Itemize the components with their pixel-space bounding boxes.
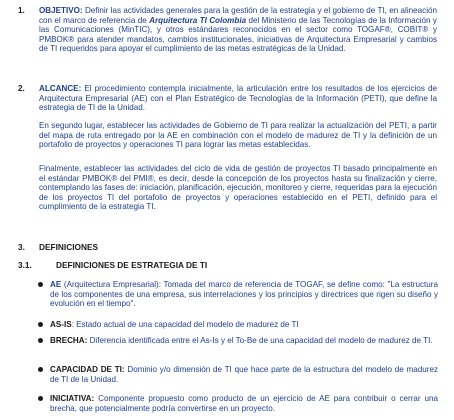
objective-paragraph: OBJETIVO: Definir las actividades generales para la gestión de la estrategia y el gobierno de TI, en alineación con el marco de referencia de Arquitectura TI Colombia del Ministerio de las Tecnologías de la Información y las Comunicaciones (MinTIC), y otros estándares reconocidos en el sector como TOGAF®, COBIT® y PMBOK® para atender mandatos, cambios institucionales, iniciativas de Arquitectura Empresarial y cambios de TI requeridos para apoyar el cumplimiento de las metas estratégicas de la Unidad. [39, 6, 437, 54]
section-number: 2. [18, 84, 25, 93]
bullet-icon [38, 338, 43, 343]
section-number: 3. [18, 242, 25, 252]
definition-item: INICIATIVA: Componente propuesto como producto de un ejercicio de AE para contribuir o cerrar una brecha, que potencialmente podría convertirse en un proyecto. [50, 394, 438, 413]
section-number: 1. [18, 6, 25, 15]
definition-item: AS-IS: Estado actual de una capacidad del modelo de madurez de TI [50, 320, 299, 329]
subsection-number: 3.1. [18, 260, 32, 270]
definition-item: BRECHA: Diferencia identificada entre el As-Is y el To-Be de una capacidad del modelo de madurez de TI. [50, 336, 433, 345]
section-title: DEFINICIONES [39, 242, 99, 252]
scope-paragraph-3: Finalmente, establecer las actividades del ciclo de vida de gestión de proyectos TI basado principalmente en el estándar PMBOK® del PMI®, es decir, desde la concepción de los proyectos hasta su finalización y cierre, contemplando las fases de: iniciación, planificación, ejecución, monitoreo y cierre, requeridas para la ejecución de los proyectos TI del portafolio de proyectos y operaciones establecido en el PETI, definido para el cumplimiento de la estrategia TI. [39, 164, 437, 212]
bullet-icon [38, 322, 43, 327]
definition-item: AE (Arquitectura Empresarial): Tomada del marco de referencia de TOGAF, se define como: "La estructura de los componentes de una empresa, sus interrelaciones y los principios y directrices que rigen su diseño y evolución en el tiempo". [50, 280, 438, 309]
scope-label: ALCANCE: [39, 84, 82, 93]
bullet-icon [38, 396, 43, 401]
scope-paragraph: ALCANCE: El procedimiento contempla inicialmente, la articulación entre los resultados de los ejercicios de Arquitectura Empresarial (AE) con el Plan Estratégico de Tecnologías de la Información (PETI), que define la estrategia de TI de la Unidad. [39, 84, 437, 113]
objective-label: OBJETIVO: [39, 6, 83, 15]
subsection-title: DEFINICIONES DE ESTRATEGIA DE TI [56, 260, 208, 270]
scope-paragraph-2: En segundo lugar, establecer las actividades de Gobierno de TI para realizar la actualización del PETI, a partir del mapa de ruta entregado por la AE en combinación con el modelo de madurez de TI y la definición de un portafolio de proyectos y operaciones TI para lograr las metas establecidas. [39, 121, 437, 150]
bullet-icon [38, 282, 43, 287]
bullet-icon [38, 367, 43, 372]
definition-item: CAPACIDAD DE TI: Dominio y/o dimensión de TI que hace parte de la estructura del modelo de madurez de TI de la Unidad. [50, 365, 438, 384]
